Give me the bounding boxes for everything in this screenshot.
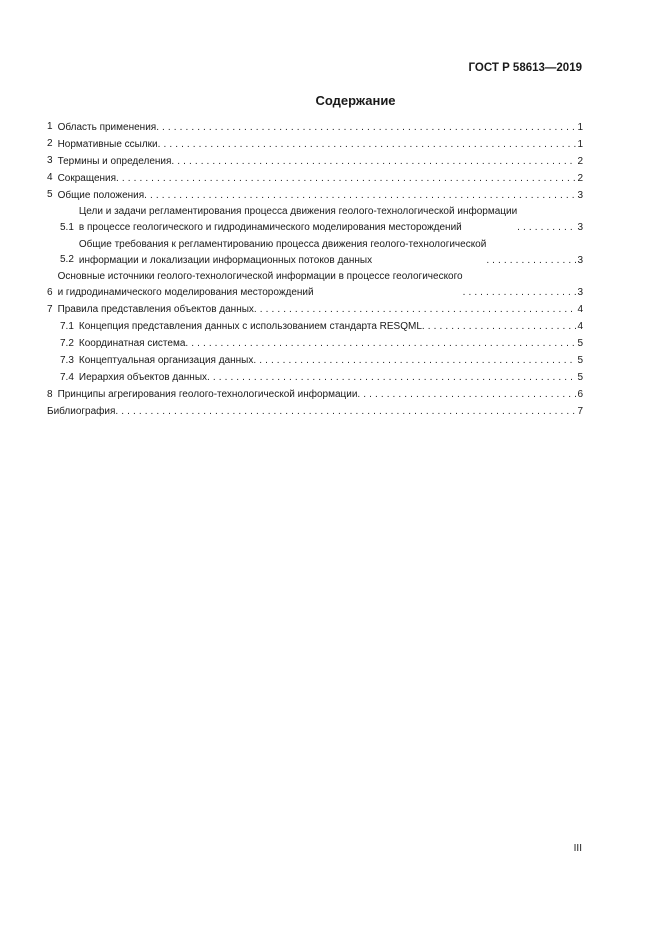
toc-entry-number: 7.1 — [60, 320, 74, 332]
dot-leader — [156, 120, 576, 136]
toc-entry-page: 3 — [577, 287, 583, 298]
toc-entry-title: Нормативные ссылки — [57, 138, 158, 150]
table-of-contents — [47, 119, 583, 420]
toc-entry-title: Термины и определения — [57, 155, 172, 167]
toc-entry-number: 7.4 — [60, 371, 74, 383]
toc-entry-page: 5 — [577, 372, 583, 383]
toc-entry-number: 5.1 — [60, 221, 74, 233]
toc-entry-number: 6 — [47, 286, 53, 298]
toc-entry-title: Область применения — [57, 121, 157, 133]
toc-entry[interactable] — [47, 170, 583, 187]
toc-entry-title: Сокращения — [57, 172, 117, 184]
toc-entry-page: 5 — [577, 355, 583, 366]
toc-entry-number: 5 — [47, 189, 53, 200]
toc-entry-number: 5.2 — [60, 254, 74, 265]
toc-entry-number: 2 — [47, 138, 53, 149]
toc-entry[interactable] — [47, 153, 583, 170]
dot-leader — [517, 220, 576, 236]
toc-entry-number: 8 — [47, 388, 53, 400]
toc-entry-title: и гидродинамического моделирования месторождений — [57, 287, 314, 298]
toc-entry-number: 3 — [47, 155, 53, 166]
dot-leader — [254, 302, 577, 318]
toc-entry-number: 1 — [47, 121, 53, 132]
toc-entry-title: Иерархия объектов данных — [78, 372, 208, 383]
dot-leader — [158, 137, 577, 153]
toc-entry[interactable] — [47, 119, 583, 136]
toc-entry[interactable] — [47, 353, 583, 370]
toc-entry-title: Цели и задачи регламентирования процесса движения геолого-технологической информации — [78, 206, 518, 217]
toc-entry-page: 5 — [577, 338, 583, 349]
toc-entry-page: 1 — [577, 121, 583, 133]
toc-entry-page: 2 — [577, 172, 583, 184]
toc-entry[interactable] — [47, 269, 583, 301]
toc-entry[interactable] — [47, 336, 583, 353]
dot-leader — [486, 253, 576, 269]
page-number: III — [573, 843, 582, 854]
toc-entry-number: 7.2 — [60, 337, 74, 349]
dot-leader — [253, 353, 576, 369]
toc-entry-title: Библиография — [47, 405, 116, 417]
toc-entry-title: Общие требования к регламентированию процесса движения геолого-технологической — [78, 238, 487, 250]
toc-title: Содержание — [315, 93, 396, 108]
toc-entry-title: Правила представления объектов данных — [57, 304, 254, 315]
toc-entry-page: 3 — [577, 222, 583, 233]
dot-leader — [116, 171, 576, 187]
toc-entry[interactable] — [47, 370, 583, 387]
dot-leader — [171, 154, 576, 170]
dot-leader — [115, 404, 576, 420]
toc-entry[interactable] — [47, 302, 583, 319]
toc-entry-page: 1 — [577, 138, 583, 150]
dot-leader — [185, 336, 576, 352]
toc-entry-page: 4 — [577, 304, 583, 315]
toc-entry-title: Основные источники геолого-технологической информации в процессе геологического — [57, 271, 463, 282]
toc-entry-page: 3 — [577, 254, 583, 266]
toc-entry-title: в процессе геологического и гидродинамического моделирования месторождений — [78, 222, 462, 233]
dot-leader — [207, 370, 576, 386]
toc-entry-title: Координатная система — [78, 338, 186, 349]
toc-entry[interactable] — [47, 319, 583, 336]
dot-leader — [144, 188, 576, 204]
toc-entry[interactable] — [47, 136, 583, 153]
toc-entry-page: 3 — [577, 189, 583, 201]
toc-entry-title: Концепция представления данных с использованием стандарта RESQML — [78, 321, 422, 332]
dot-leader — [463, 285, 577, 301]
toc-entry[interactable] — [47, 187, 583, 204]
dot-leader — [422, 319, 577, 335]
toc-entry-number: 7.3 — [60, 354, 74, 366]
document-standard-code: ГОСТ Р 58613—2019 — [468, 62, 582, 74]
toc-entry-page: 4 — [577, 321, 583, 332]
toc-entry[interactable] — [47, 404, 583, 420]
toc-entry-page: 6 — [577, 389, 583, 400]
toc-entry[interactable] — [47, 387, 583, 404]
dot-leader — [357, 387, 576, 403]
toc-entry-page: 2 — [577, 155, 583, 167]
toc-entry-title: информации и локализации информационных потоков данных — [78, 254, 373, 266]
toc-entry-title: Концептуальная организация данных — [78, 355, 254, 366]
toc-entry-title: Принципы агрегирования геолого-технологической информации — [57, 389, 358, 400]
toc-entry-title: Общие положения — [57, 189, 145, 201]
toc-entry-page: 7 — [577, 405, 583, 417]
toc-entry[interactable] — [47, 204, 583, 236]
toc-entry-number: 4 — [47, 172, 53, 183]
toc-entry-number: 7 — [47, 303, 53, 315]
toc-entry[interactable] — [47, 237, 583, 269]
